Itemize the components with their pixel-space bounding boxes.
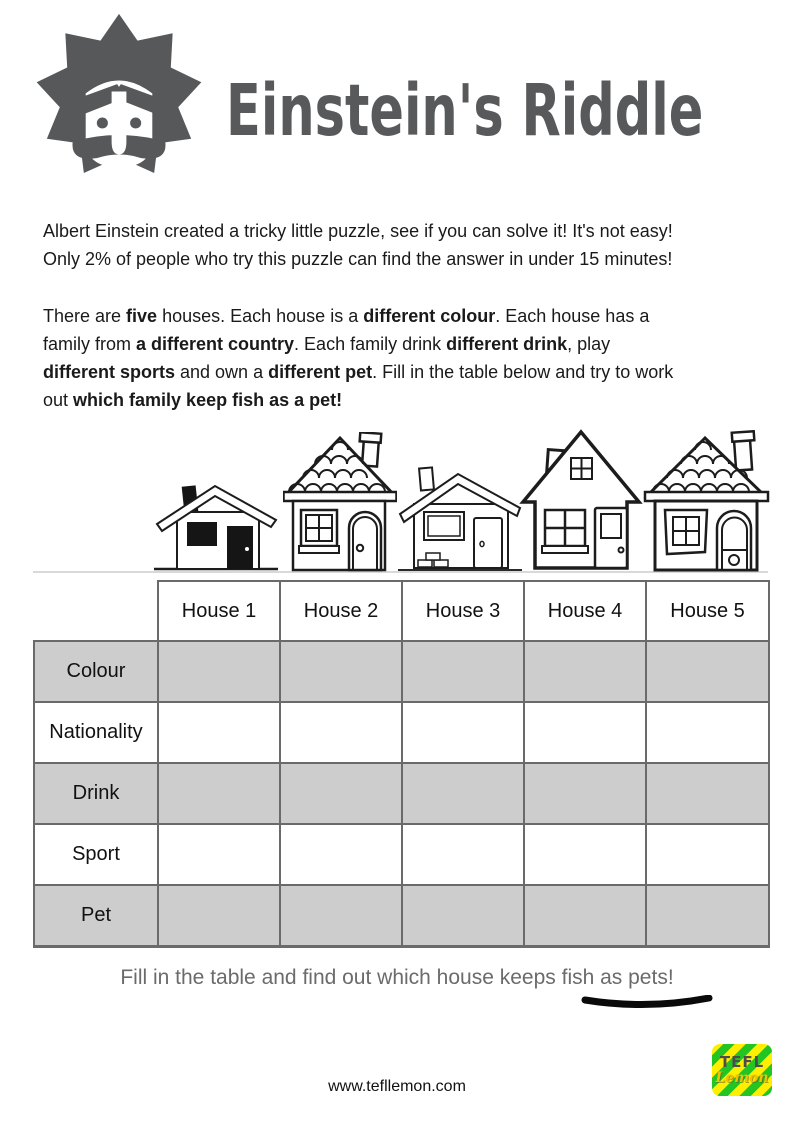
tefl-lemon-logo [712,1044,772,1096]
answer-cell[interactable] [280,824,402,885]
row-label-sport: Sport [34,824,158,885]
rules-line-2: family from a different country. Each family drink different drink, play [43,334,611,354]
answer-cell[interactable] [280,702,402,763]
answer-cell[interactable] [646,763,769,824]
rules-line-3: different sports and own a different pet. Fill in the table below and try to work [43,362,674,382]
answer-cell[interactable] [524,885,646,947]
website-url: www.tefllemon.com [328,1078,466,1095]
einstein-head-icon [24,12,214,197]
house-1-illustration [153,476,280,572]
answer-cell[interactable] [158,824,280,885]
row-label-pet: Pet [34,885,158,947]
column-header-house-3: House 3 [402,581,524,641]
answer-cell[interactable] [280,885,402,947]
answer-cell[interactable] [646,702,769,763]
table-row-pet [34,885,769,947]
answer-cell[interactable] [402,824,524,885]
house-2-illustration [283,432,397,572]
riddle-table [33,580,770,948]
answer-cell[interactable] [158,641,280,702]
answer-cell[interactable] [158,885,280,947]
table-header-row [34,581,769,641]
answer-cell[interactable] [280,641,402,702]
page-title: Einstein's Riddle [226,69,704,153]
house-3-illustration [398,462,523,574]
column-header-house-1: House 1 [158,581,280,641]
table-row-nationality [34,702,769,763]
row-label-nationality: Nationality [34,702,158,763]
answer-cell[interactable] [402,702,524,763]
rules-line-4: out which family keep fish as a pet! [43,390,343,410]
answer-cell[interactable] [402,641,524,702]
column-header-house-4: House 4 [524,581,646,641]
answer-cell[interactable] [524,763,646,824]
answer-cell[interactable] [280,763,402,824]
intro-line-2: Only 2% of people who try this puzzle can find the answer in under 15 minutes! [43,249,673,269]
rules-line-1: There are five houses. Each house is a different colour. Each house has a [43,306,650,326]
answer-cell[interactable] [646,824,769,885]
table-row-drink [34,763,769,824]
column-header-house-5: House 5 [646,581,769,641]
answer-cell[interactable] [524,641,646,702]
rules-paragraph [43,302,773,414]
answer-cell[interactable] [646,641,769,702]
answer-cell[interactable] [524,824,646,885]
answer-cell[interactable] [158,763,280,824]
brand-name-top: TEFL [719,1052,765,1071]
intro-line-1: Albert Einstein created a tricky little puzzle, see if you can solve it! It's not easy! [43,221,673,241]
house-5-illustration [643,430,770,572]
brand-name-bottom: Lemon [715,1069,769,1086]
row-label-drink: Drink [34,763,158,824]
answer-cell[interactable] [402,763,524,824]
table-corner-cell [34,581,158,641]
table-row-sport [34,824,769,885]
row-label-colour: Colour [34,641,158,702]
house-4-illustration [517,428,645,572]
answer-cell[interactable] [646,885,769,947]
answer-cell[interactable] [524,702,646,763]
answer-cell[interactable] [402,885,524,947]
underline-swoosh [580,995,714,1012]
intro-paragraph [43,217,773,273]
column-header-house-2: House 2 [280,581,402,641]
table-row-colour [34,641,769,702]
bottom-prompt: Fill in the table and find out which house keeps fish as pets! [120,966,674,989]
answer-cell[interactable] [158,702,280,763]
